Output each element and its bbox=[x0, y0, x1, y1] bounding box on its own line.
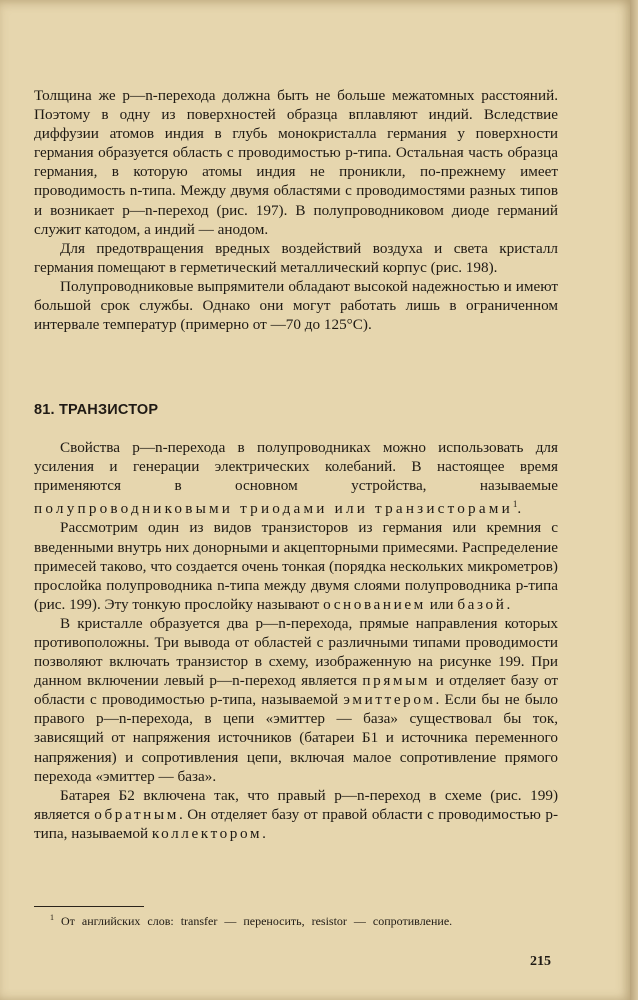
paragraph bbox=[34, 614, 558, 786]
text-run: Рассмотрим один из видов транзисторов из германия или кремния с введенными внутрь них донорными и акцепторными примесями. Распределение примесей таково, что создается очень тонкая (порядка нескольких микрометров) прослойка полупроводника n-типа между двумя слоями полупроводника p-типа (рис. 199). Эту тонкую прослойку называют bbox=[34, 519, 558, 613]
paragraph: Полупроводниковые выпрямители обладают высокой надежностью и имеют большой срок службы. Однако они могут работать лишь в ограниченном интервале температур (примерно от —70 до 125°С). bbox=[34, 277, 558, 334]
paragraph bbox=[34, 518, 558, 613]
spaced-term: обратным bbox=[94, 805, 179, 823]
text-run: Батарея Б2 включена так, что правый p—n-переход в схеме (рис. 199) является bbox=[34, 786, 558, 823]
section-text-block bbox=[34, 438, 558, 843]
text-run: . bbox=[262, 824, 266, 842]
page-edge bbox=[630, 0, 638, 1000]
paragraph bbox=[34, 786, 558, 843]
page-number: 215 bbox=[530, 954, 551, 969]
spaced-term: коллектором bbox=[151, 824, 263, 842]
text-run: или bbox=[425, 595, 458, 613]
spaced-term: эмиттером bbox=[343, 691, 436, 709]
paragraph: Толщина же p—n-перехода должна быть не больше межатомных расстояний. Поэтому в одну из поверхностей образца вплавляют индий. Вследствие диффузии атомов индия в глубь монокристалла германия у поверхности германия образуется область с проводимостью p-типа. Остальная часть образца германия, в которую атомы индия не проникли, по-прежнему имеет проводимость n-типа. Между двумя областями с проводимостями разных типов и возникает p—n-переход (рис. 197). В полупроводниковом диоде германий служит катодом, а индий — анодом. bbox=[34, 87, 558, 238]
footnote bbox=[50, 913, 560, 929]
footnote-mark: 1 bbox=[512, 499, 518, 510]
paragraph: Для предотвращения вредных воздействий воздуха и света кристалл германия помещают в герметический металлический корпус (рис. 198). bbox=[34, 239, 558, 276]
spaced-term: прямым bbox=[362, 672, 431, 690]
text-run: Свойства p—n-перехода в полупроводниках можно использовать для усиления и генерации электрических колебаний. В настоящее время применяются в основном устройства, называемые bbox=[34, 439, 558, 495]
footnote-text: От английских слов: transfer — переносить, resistor — сопротивление. bbox=[61, 914, 453, 928]
text-run: . Если бы не было правого p—n-перехода, в цепи «эмиттер — база» существовал бы ток, зависящий от напряжения источников (батареи Б1 и источника переменного напряжения) и сопротивления цепи, включая малое сопротивление прямого перехода «эмиттер — база». bbox=[34, 691, 558, 785]
spaced-term: основанием bbox=[323, 595, 426, 613]
spaced-term: полупроводниковыми триодами или транзисторами bbox=[34, 500, 513, 518]
text-run: . Он отделяет базу от правой области с проводимостью p-типа, называемой bbox=[34, 805, 559, 842]
text-run: . bbox=[517, 500, 522, 518]
top-text-block bbox=[34, 86, 558, 334]
footnote-mark: 1 bbox=[50, 913, 54, 922]
paragraph bbox=[34, 438, 558, 518]
text-run: и отделяет базу от области с проводимостью p-типа, называемой bbox=[34, 672, 558, 709]
text-run: . bbox=[506, 595, 511, 613]
spaced-term: базой bbox=[457, 595, 507, 613]
footnote-divider bbox=[34, 906, 144, 907]
text-run: В кристалле образуется два p—n-перехода, прямые направления которых противоположны. Три вывода от областей с различными типами проводимости позволяют включать транзистор в схему, изображенную на рисунке 199. При данном включении левый p—n-переход является bbox=[34, 614, 558, 690]
section-heading: 81. ТРАНЗИСТОР bbox=[34, 402, 159, 418]
